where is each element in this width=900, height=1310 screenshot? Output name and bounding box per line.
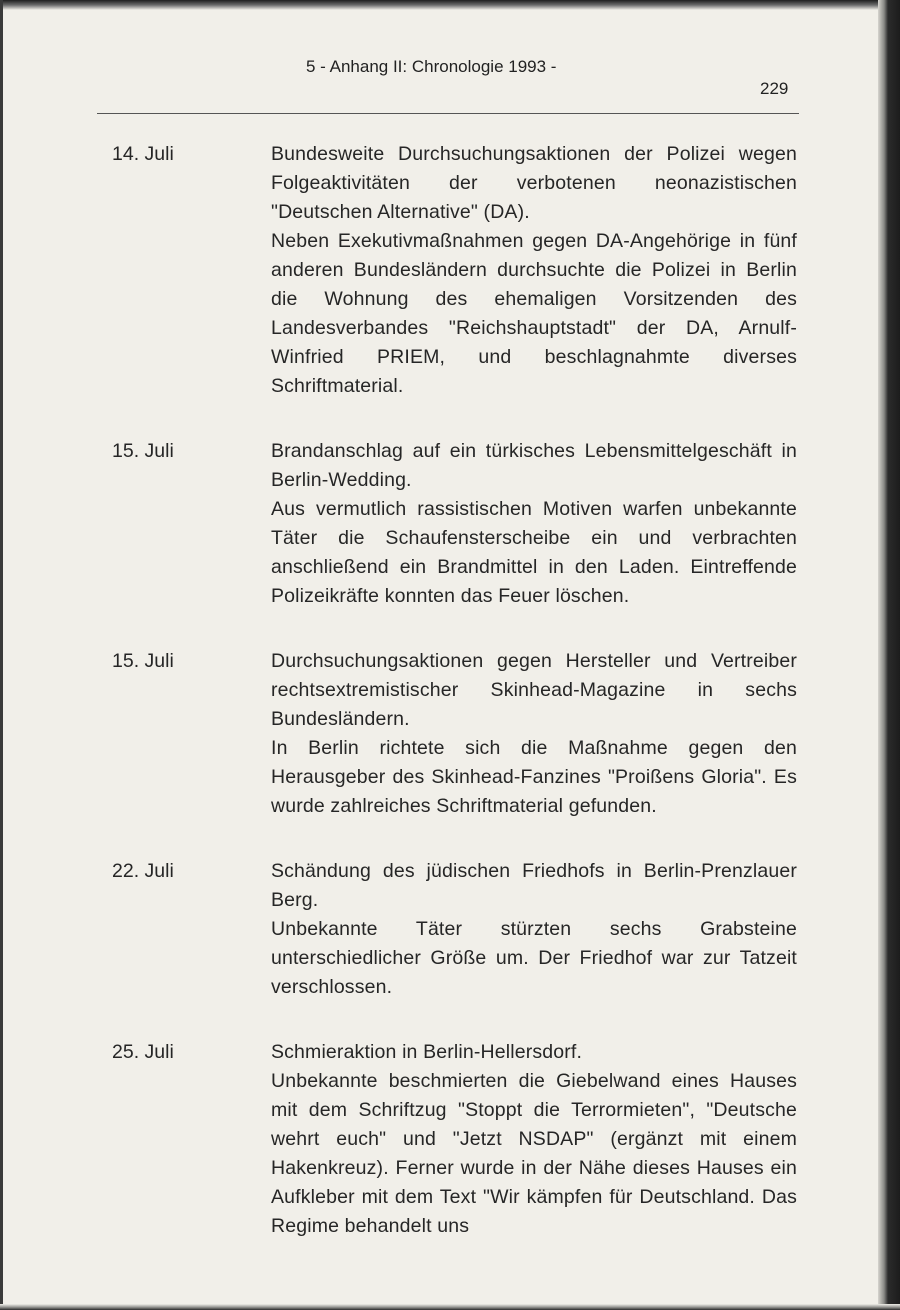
entry-headline: Durchsuchungsaktionen gegen Hersteller und Vertreiber rechtsextremistischer Skinhead-Magazine in sechs Bundesländern. [271, 650, 797, 730]
entry-detail: Neben Exekutivmaßnahmen gegen DA-Angehörige in fünf anderen Bundesländern durchsuchte die Polizei in Berlin die Wohnung des ehemaligen Vorsitzenden des Landesverbandes "Reichshauptstadt" der DA, Arnulf-Winfried PRIEM, und beschlagnahmte diverses Schriftmaterial. [271, 230, 797, 397]
entry-detail: In Berlin richtete sich die Maßnahme gegen den Herausgeber des Skinhead-Fanzines "Proißens Gloria". Es wurde zahlreiches Schriftmaterial gefunden. [271, 737, 797, 817]
scan-edge-bottom [0, 1304, 900, 1310]
running-head: 5 - Anhang II: Chronologie 1993 - [306, 57, 557, 76]
entry-date: 22. Juli [112, 860, 174, 882]
entry-headline: Schändung des jüdischen Friedhofs in Berlin-Prenzlauer Berg. [271, 860, 797, 911]
entry-text [271, 140, 797, 401]
chronology-entry [0, 140, 900, 401]
entry-headline: Bundesweite Durchsuchungsaktionen der Polizei wegen Folgeaktivitäten der verbotenen neonazistischen "Deutschen Alternative" (DA). [271, 143, 797, 223]
entry-date: 14. Juli [112, 143, 174, 165]
entry-detail: Aus vermutlich rassistischen Motiven warfen unbekannte Täter die Schaufensterscheibe ein und verbrachten anschließend ein Brandmittel in den Laden. Eintreffende Polizeikräfte konnten das Feuer löschen. [271, 498, 797, 607]
chronology-entry [0, 857, 900, 1002]
entry-detail: Unbekannte Täter stürzten sechs Grabsteine unterschiedlicher Größe um. Der Friedhof war zur Tatzeit verschlossen. [271, 918, 797, 998]
entry-text [271, 857, 797, 1002]
chronology-entry [0, 647, 900, 821]
entry-text [271, 437, 797, 611]
page-number: 229 [760, 79, 789, 98]
chronology-entry [0, 1038, 900, 1241]
scan-edge-top [0, 0, 900, 10]
chronology-entries [0, 140, 900, 1277]
entry-headline: Schmieraktion in Berlin-Hellersdorf. [271, 1041, 583, 1063]
entry-text [271, 1038, 797, 1241]
header-rule [97, 113, 799, 114]
entry-date: 25. Juli [112, 1041, 174, 1063]
chronology-entry [0, 437, 900, 611]
entry-headline: Brandanschlag auf ein türkisches Lebensmittelgeschäft in Berlin-Wedding. [271, 440, 797, 491]
entry-date: 15. Juli [112, 440, 174, 462]
entry-detail: Unbekannte beschmierten die Giebelwand eines Hauses mit dem Schriftzug "Stoppt die Terrormieten", "Deutsche wehrt euch" und "Jetzt NSDAP" (ergänzt mit einem Hakenkreuz). Ferner wurde in der Nähe dieses Hauses ein Aufkleber mit dem Text "Wir kämpfen für Deutschland. Das Regime behandelt uns [271, 1070, 797, 1237]
entry-text [271, 647, 797, 821]
entry-date: 15. Juli [112, 650, 174, 672]
